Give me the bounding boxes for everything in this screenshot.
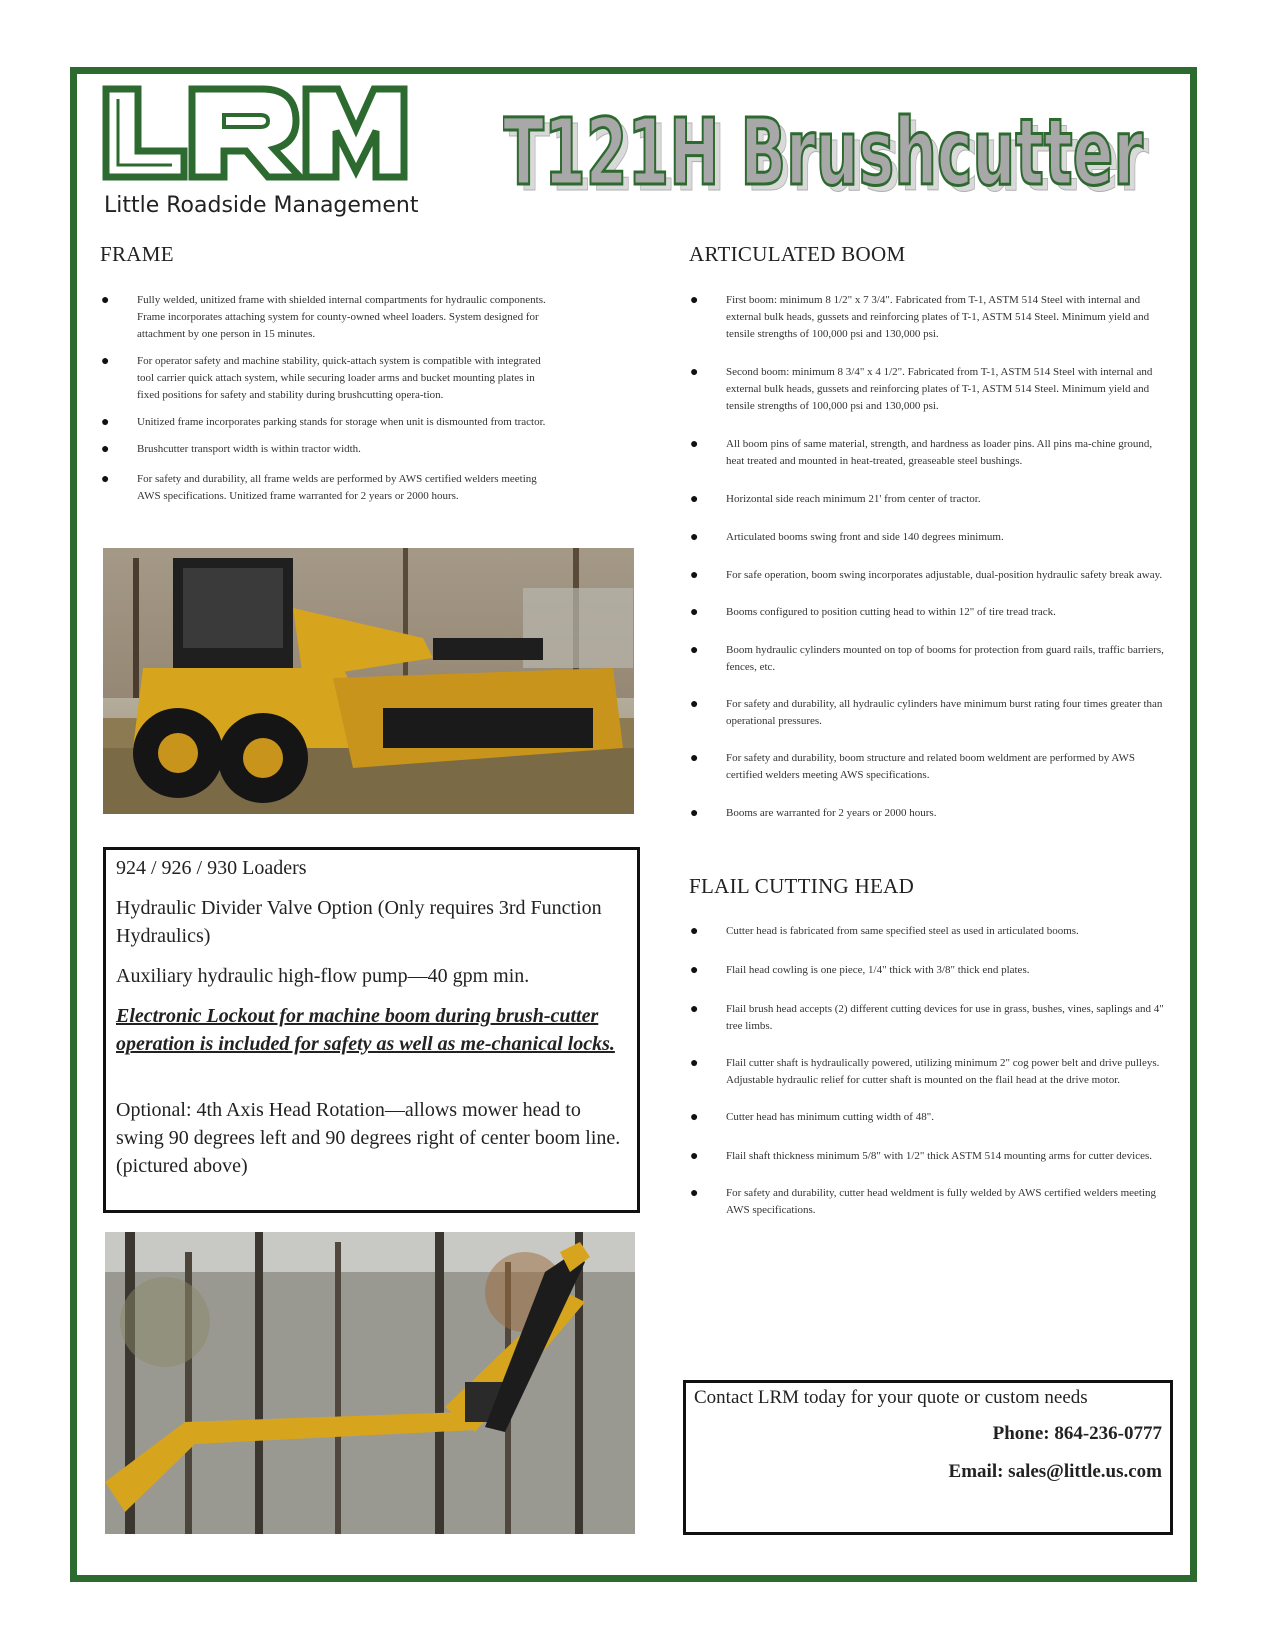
bullet-text: Cutter head is fabricated from same specified steel as used in articulated booms.: [726, 925, 1079, 937]
bullet-dot: ●: [101, 472, 110, 487]
bullet-dot: ●: [690, 530, 699, 545]
bullet-dot: ●: [690, 293, 699, 308]
contact-headline: Contact LRM today for your quote or custom needs: [694, 1387, 1088, 1408]
flail-bullet-list: [690, 923, 1166, 1237]
bullet-dot: ●: [101, 415, 110, 430]
bullet-dot: ●: [690, 605, 699, 620]
frame-bullet-list: [101, 292, 557, 523]
bullet-dot: ●: [690, 963, 699, 978]
bullet-item: [690, 604, 1166, 621]
bullet-dot: ●: [690, 437, 699, 452]
bullet-dot: ●: [690, 1186, 699, 1201]
bullet-text: For safety and durability, boom structure and related boom weldment are performed by AWS certified welders meeting AWS specifications.: [726, 752, 1135, 781]
contact-email[interactable]: Email: sales@little.us.com: [948, 1461, 1162, 1482]
bullet-text: Flail shaft thickness minimum 5/8" with 1/2" thick ASTM 514 mounting arms for cutter devices.: [726, 1150, 1153, 1162]
feature-divider-valve: Hydraulic Divider Valve Option (Only requires 3rd Function Hydraulics): [116, 897, 602, 947]
boom-heading: ARTICULATED BOOM: [689, 242, 906, 266]
bullet-item: [690, 962, 1166, 979]
bullet-dot: ●: [690, 806, 699, 821]
bullet-item: [690, 805, 1166, 822]
bullet-dot: ●: [690, 643, 699, 658]
bullet-dot: ●: [690, 924, 699, 939]
bullet-text: Flail brush head accepts (2) different cutting devices for use in grass, bushes, vines, saplings and 4" tree limbs.: [726, 1003, 1164, 1032]
bullet-dot: ●: [690, 751, 699, 766]
bullet-text: Articulated booms swing front and side 140 degrees minimum.: [726, 531, 1004, 543]
loader-brushcutter-photo: [103, 548, 634, 814]
bullet-dot: ●: [690, 1110, 699, 1125]
bullet-text: For safety and durability, cutter head weldment is fully welded by AWS certified welders meeting AWS specifications.: [726, 1187, 1157, 1216]
feature-loaders: 924 / 926 / 930 Loaders: [116, 857, 307, 879]
bullet-item: [101, 292, 557, 343]
contact-phone: Phone: 864-236-0777: [992, 1423, 1162, 1444]
bullet-text: Flail cutter shaft is hydraulically powered, utilizing minimum 2" cog power belt and drive pulleys. Adjustable hydraulic relief for cutter shaft is mounted on the flail head at the drive motor.: [726, 1057, 1160, 1086]
bullet-item: [690, 1055, 1166, 1089]
bullet-text: Booms are warranted for 2 years or 2000 hours.: [726, 807, 937, 819]
bullet-dot: ●: [101, 293, 110, 308]
contact-box: [683, 1380, 1173, 1535]
bullet-text: For safe operation, boom swing incorporates adjustable, dual-position hydraulic safety break away.: [726, 569, 1163, 581]
bullet-item: [690, 292, 1166, 343]
bullet-item: [690, 364, 1166, 415]
bullet-dot: ●: [101, 354, 110, 369]
bullet-item: [690, 696, 1166, 730]
bullet-item: [690, 491, 1166, 508]
bullet-item: [101, 471, 557, 505]
bullet-dot: ●: [690, 1002, 699, 1017]
bullet-item: [101, 414, 557, 431]
bullet-text: Horizontal side reach minimum 21' from center of tractor.: [726, 493, 981, 505]
bullet-text: For operator safety and machine stability, quick-attach system is compatible with integrated tool carrier quick attach system, while securing loader arms and bucket mounting plates in fixed positions for safety and stability during brushcutting opera-tion.: [137, 355, 541, 401]
feature-head-rotation: Optional: 4th Axis Head Rotation—allows mower head to swing 90 degrees left and 90 degrees right of center boom line. (pictured above): [116, 1099, 621, 1177]
bullet-item: [690, 1148, 1166, 1165]
bullet-text: Cutter head has minimum cutting width of 48".: [726, 1111, 934, 1123]
bullet-text: Second boom: minimum 8 3/4" x 4 1/2". Fabricated from T-1, ASTM 514 Steel with internal and external bulk heads, gussets and reinforcing plates of T-1, ASTM 514 Steel. Minimum yield and tensile strengths of 100,000 psi and 130,000 psi.: [726, 366, 1153, 412]
boom-in-trees-photo: [105, 1232, 635, 1534]
bullet-text: Flail head cowling is one piece, 1/4" thick with 3/8" thick end plates.: [726, 964, 1030, 976]
bullet-text: Brushcutter transport width is within tractor width.: [137, 443, 361, 455]
bullet-item: [690, 750, 1166, 784]
bullet-text: All boom pins of same material, strength, and hardness as loader pins. All pins ma-chine ground, heat treated and mounted in heat-treated, greaseable steel bushings.: [726, 438, 1153, 467]
title-shadow: T121H Brushcutter: [509, 105, 1150, 208]
title-text: T121H Brushcutter: [503, 99, 1144, 206]
bullet-text: Fully welded, unitized frame with shielded internal compartments for hydraulic components. Frame incorporates attaching system for county-owned wheel loaders. System designed for attachment by one person in 15 minutes.: [137, 294, 546, 340]
bullet-item: [690, 642, 1166, 676]
bullet-dot: ●: [690, 1149, 699, 1164]
feature-aux-pump: Auxiliary hydraulic high-flow pump—40 gpm min.: [116, 965, 530, 987]
boom-bullet-list: [690, 292, 1166, 840]
lrm-logo: [100, 85, 440, 220]
bullet-dot: ●: [690, 1056, 699, 1071]
bullet-item: [690, 1185, 1166, 1219]
bullet-text: Unitized frame incorporates parking stands for storage when unit is dismounted from tractor.: [137, 416, 546, 428]
bullet-text: Boom hydraulic cylinders mounted on top of booms for protection from guard rails, traffic barriers, fences, etc.: [726, 644, 1164, 673]
features-box: [103, 847, 640, 1213]
bullet-item: [690, 529, 1166, 546]
logo-tagline: Little Roadside Management: [104, 193, 419, 218]
lrm-logo-mark: [100, 85, 410, 185]
flail-heading: FLAIL CUTTING HEAD: [689, 874, 915, 898]
feature-electronic-lockout: Electronic Lockout for machine boom during brush-cutter operation is included for safety as well as me-chanical locks.: [116, 1005, 615, 1055]
bullet-item: [690, 1001, 1166, 1035]
bullet-dot: ●: [690, 492, 699, 507]
page-title: [503, 88, 1183, 208]
bullet-text: For safety and durability, all frame welds are performed by AWS certified welders meeting AWS specifications. Unitized frame warranted for 2 years or 2000 hours.: [137, 473, 537, 502]
bullet-item: [101, 441, 557, 458]
bullet-text: First boom: minimum 8 1/2" x 7 3/4". Fabricated from T-1, ASTM 514 Steel with internal and external bulk heads, gussets and reinforcing plates of T-1, ASTM 514 Steel. Minimum yield and tensile strengths of 100,000 psi and 130,000 psi.: [726, 294, 1150, 340]
bullet-item: [690, 567, 1166, 584]
bullet-text: For safety and durability, all hydraulic cylinders have minimum burst rating four times greater than operational pressures.: [726, 698, 1163, 727]
bullet-item: [690, 436, 1166, 470]
frame-heading: FRAME: [100, 242, 174, 266]
bullet-dot: ●: [101, 442, 110, 457]
bullet-dot: ●: [690, 568, 699, 583]
bullet-dot: ●: [690, 697, 699, 712]
bullet-item: [690, 1109, 1166, 1126]
bullet-item: [101, 353, 557, 404]
bullet-text: Booms configured to position cutting head to within 12" of tire tread track.: [726, 606, 1056, 618]
bullet-dot: ●: [690, 365, 699, 380]
bullet-item: [690, 923, 1166, 940]
